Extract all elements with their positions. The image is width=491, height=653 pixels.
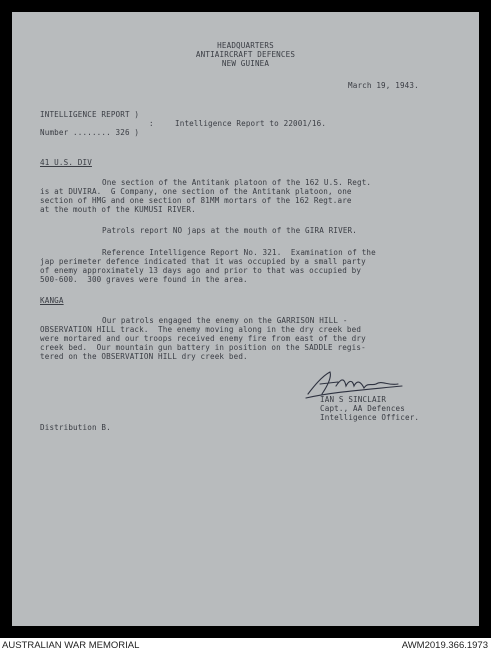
section1-para2: Patrols report NO japs at the mouth of the GIRA RIVER.: [102, 226, 357, 235]
signatory-title: Intelligence Officer.: [320, 413, 420, 422]
section1-para1-line: One section of the Antitank platoon of the 162 U.S. Regt.: [102, 178, 372, 187]
distribution-line: Distribution B.: [40, 423, 111, 432]
header-line-2: ANTIAIRCRAFT DEFENCES: [195, 50, 296, 59]
footer-accession-number: AWM2019.366.1973: [401, 640, 488, 651]
section1-para1-line: section of HMG and one section of 81MM mortars of the 162 Regt.are: [40, 196, 352, 205]
section2-para1-line: creek bed. Our mountain gun battery in position on the SADDLE regis-: [40, 343, 366, 352]
section1-para3-line: jap perimeter defence indicated that it was occupied by a small party: [40, 257, 366, 266]
section2-para1-line: OBSERVATION HILL track. The enemy moving along in the dry creek bed: [40, 325, 362, 334]
signatory-rank: Capt., AA Defences: [320, 404, 405, 413]
section1-para3-line: 500-600. 300 graves were found in the area.: [40, 275, 248, 284]
archive-footer: [0, 638, 491, 653]
section2-para1-line: tered on the OBSERVATION HILL dry creek bed.: [40, 352, 248, 361]
section1-para3-line: Reference Intelligence Report No. 321. Examination of the: [102, 248, 376, 257]
section2-para1-line: were mortared and our troops received enemy fire from east of the dry: [40, 334, 366, 343]
document-page: [12, 12, 479, 626]
section1-para1-line: is at DUVIRA. G Company, one section of the Antitank platoon, one: [40, 187, 352, 196]
section1-para1-line: at the mouth of the KUMUSI RIVER.: [40, 205, 196, 214]
document-date: March 19, 1943.: [348, 81, 419, 90]
section-heading-kanga: KANGA: [40, 296, 64, 305]
section-heading-41-us-div: 41 U.S. DIV: [40, 158, 92, 167]
report-label-line-1: INTELLIGENCE REPORT ): [40, 110, 140, 119]
section2-para1-line: Our patrols engaged the enemy on the GARRISON HILL -: [102, 316, 348, 325]
footer-institution: AUSTRALIAN WAR MEMORIAL: [2, 640, 140, 651]
header-line-1: HEADQUARTERS: [217, 41, 274, 50]
signatory-name: IAN S SINCLAIR: [320, 395, 387, 404]
report-label-line-2: Number ........ 326 ): [40, 128, 140, 137]
section1-para3-line: of enemy approximately 13 days ago and prior to that was occupied by: [40, 266, 362, 275]
report-label-brace: :: [149, 119, 154, 128]
header-line-3: NEW GUINEA: [221, 59, 270, 68]
report-subject: Intelligence Report to 22001/16.: [175, 119, 327, 128]
